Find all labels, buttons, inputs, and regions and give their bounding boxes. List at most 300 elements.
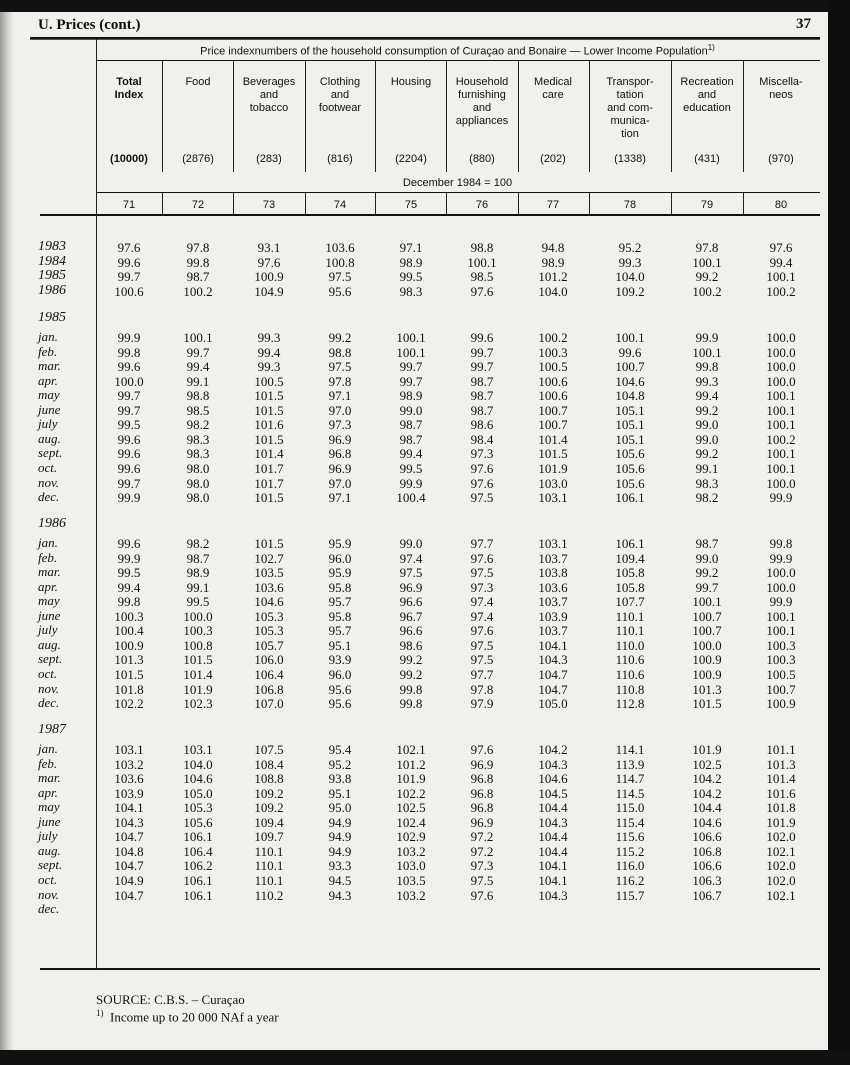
table-cell: 99.8 [769,536,793,551]
table-cell: 100.9 [692,652,722,668]
column-weight: (2204) [395,153,427,165]
table-cell: 99.1 [186,373,210,389]
table-cell: 97.2 [470,829,494,845]
table-cell: 97.5 [470,637,494,653]
table-cell: 95.6 [328,681,352,697]
table-cell: 99.2 [399,652,423,668]
table-cell: 109.4 [254,814,284,830]
table-cell: 96.7 [399,608,423,624]
table-cell: 96.9 [470,814,494,830]
table-cell: 104.6 [254,594,284,610]
table-cell: 101.4 [538,431,568,447]
table-bottom-rule [40,968,820,970]
table-cell: 101.7 [254,475,284,491]
table-cell: 97.2 [470,843,494,859]
table-cell: 105.3 [183,800,213,816]
table-cell: 107.0 [254,696,284,712]
table-cell: 100.9 [254,269,284,285]
table-cell: 103.8 [538,565,568,581]
row-label: july [38,416,58,432]
table-cell: 98.8 [470,240,494,255]
page-binding-shadow [0,0,14,1050]
table-cell: 94.5 [328,872,352,888]
table-cell: 99.7 [117,475,141,491]
table-cell: 110.1 [254,843,284,859]
table-cell: 104.0 [538,283,568,299]
table-cell: 100.2 [692,283,722,299]
table-cell: 96.9 [470,756,494,772]
table-cell: 106.3 [692,872,722,888]
colnum-rule [589,193,590,214]
table-cell: 106.6 [692,829,722,845]
table-cell: 99.2 [328,330,352,345]
table-cell: 95.8 [328,608,352,624]
table-cell: 97.6 [470,475,494,491]
table-cell: 106.4 [254,666,284,682]
table-cell: 95.0 [328,800,352,816]
table-cell: 115.0 [615,800,645,816]
table-cell: 100.5 [766,666,796,682]
table-cell: 99.6 [117,446,141,462]
table-cell: 97.5 [328,359,352,375]
table-cell: 101.5 [183,652,213,668]
table-cell: 99.9 [769,594,793,610]
row-label: nov. [38,886,60,902]
table-cell: 100.7 [766,681,796,697]
table-cell: 97.6 [470,460,494,476]
table-cell: 101.9 [692,742,722,757]
table-cell: 99.2 [695,446,719,462]
table-cell: 101.4 [254,446,284,462]
table-cell: 106.6 [692,858,722,874]
table-cell: 98.7 [470,373,494,389]
scan-bottom-border [0,1050,850,1065]
table-cell: 100.0 [766,373,796,389]
table-cell: 98.2 [186,417,210,433]
table-cell: 100.3 [183,623,213,639]
table-cell: 95.8 [328,579,352,595]
table-cell: 97.6 [470,887,494,903]
year-heading: 1986 [38,516,66,531]
table-cell: 99.2 [695,565,719,581]
table-cell: 100.7 [615,359,645,375]
table-cell: 104.4 [692,800,722,816]
column-number: 79 [700,199,714,211]
header-bottom-rule [40,214,820,216]
table-cell: 97.3 [470,858,494,874]
column-header: Miscella- neos [759,76,803,101]
table-cell: 100.0 [766,579,796,595]
table-cell: 105.7 [254,637,284,653]
row-label: june [38,813,61,829]
table-cell: 104.6 [183,771,213,787]
row-label: 1984 [38,253,66,269]
table-cell: 96.0 [328,550,352,566]
table-cell: 97.6 [470,550,494,566]
table-cell: 103.7 [538,594,568,610]
row-label: may [38,387,60,403]
table-cell: 114.5 [615,785,645,801]
table-cell: 95.7 [328,594,352,610]
table-cell: 100.1 [766,417,796,433]
table-cell: 93.1 [257,240,281,255]
table-cell: 106.2 [183,858,213,874]
row-label: oct. [38,665,58,681]
table-cell: 104.7 [538,681,568,697]
table-cell: 104.9 [254,283,284,299]
table-cell: 99.5 [117,565,141,581]
table-cell: 106.4 [183,843,213,859]
table-cell: 99.2 [399,666,423,682]
row-label: jan. [38,329,58,344]
table-cell: 100.7 [692,623,722,639]
table-cell: 95.9 [328,565,352,581]
table-cell: 97.4 [470,594,494,610]
row-label: apr. [38,784,58,800]
table-cell: 110.1 [254,858,284,874]
table-cell: 116.0 [615,858,645,874]
table-cell: 100.7 [538,417,568,433]
row-label: mar. [38,770,61,786]
table-cell: 98.4 [470,431,494,447]
table-cell: 100.1 [766,446,796,462]
table-cell: 99.8 [695,359,719,375]
table-cell: 99.0 [695,550,719,566]
table-cell: 102.0 [766,829,796,845]
column-weight: (1338) [614,153,646,165]
table-cell: 103.2 [114,756,144,772]
table-cell: 102.9 [396,829,426,845]
table-cell: 99.7 [399,373,423,389]
table-cell: 98.0 [186,475,210,491]
table-cell: 100.0 [766,344,796,360]
row-label: jan. [38,535,58,550]
table-cell: 103.6 [254,579,284,595]
table-cell: 104.1 [114,800,144,816]
table-cell: 97.3 [328,417,352,433]
table-cell: 108.8 [254,771,284,787]
table-cell: 105.0 [538,696,568,712]
table-cell: 94.3 [328,887,352,903]
table-cell: 99.5 [186,594,210,610]
footnote-marker: 1) [96,1008,104,1018]
table-cell: 95.6 [328,283,352,299]
table-cell: 105.6 [615,446,645,462]
table-cell: 96.0 [328,666,352,682]
row-label: sept. [38,651,63,667]
table-cell: 102.2 [396,785,426,801]
table-cell: 99.8 [117,594,141,610]
table-cell: 95.9 [328,536,352,551]
table-cell: 108.4 [254,756,284,772]
row-label: feb. [38,549,58,565]
table-cell: 97.1 [328,388,352,404]
table-cell: 104.4 [538,843,568,859]
table-cell: 105.6 [615,460,645,476]
table-cell: 97.6 [257,254,281,270]
table-cell: 109.2 [254,800,284,816]
row-label: july [38,622,58,638]
table-cell: 100.8 [183,637,213,653]
table-cell: 100.1 [766,460,796,476]
table-cell: 99.7 [186,344,210,360]
table-cell: 99.8 [186,254,210,270]
table-cell: 99.3 [257,330,281,345]
table-cell: 104.3 [538,887,568,903]
table-cell: 97.4 [399,550,423,566]
table-cell: 97.4 [470,608,494,624]
table-cell: 99.1 [186,579,210,595]
table-cell: 97.9 [470,696,494,712]
row-label: aug. [38,842,61,858]
table-cell: 107.5 [254,742,284,757]
table-cell: 101.9 [538,460,568,476]
table-cell: 110.6 [615,666,645,682]
table-cell: 100.2 [538,330,568,345]
table-cell: 104.7 [538,666,568,682]
table-cell: 110.1 [254,872,284,888]
table-cell: 98.0 [186,460,210,476]
table-cell: 100.2 [766,431,796,447]
column-header: Household furnishing and appliances [455,76,509,127]
table-cell: 97.6 [470,623,494,639]
table-cell: 99.9 [769,550,793,566]
table-cell: 116.2 [615,872,645,888]
table-cell: 98.9 [541,254,565,270]
page-number: 37 [796,16,811,32]
table-cell: 101.9 [183,681,213,697]
table-cell: 115.2 [615,843,645,859]
column-weight: (816) [327,153,353,165]
table-cell: 99.7 [117,388,141,404]
column-number: 80 [774,199,788,211]
footnote-ref: 1) [707,43,715,52]
table-cell: 99.6 [117,536,141,551]
table-cell: 101.3 [692,681,722,697]
row-label: apr. [38,372,58,388]
table-cell: 99.9 [117,330,141,345]
column-header: Beverages and tobacco [242,76,296,114]
table-cell: 100.0 [766,565,796,581]
table-cell: 103.5 [254,565,284,581]
table-cell: 101.3 [766,756,796,772]
table-cell: 110.1 [615,608,645,624]
table-cell: 100.4 [396,490,426,506]
table-cell: 103.1 [538,490,568,506]
table-cell: 98.7 [399,417,423,433]
table-cell: 98.5 [186,402,210,418]
row-label: dec. [38,901,60,917]
table-cell: 115.7 [615,887,645,903]
table-cell: 99.7 [695,579,719,595]
table-cell: 109.2 [615,283,645,299]
table-cell: 104.6 [692,814,722,830]
table-cell: 102.7 [254,550,284,566]
table-cell: 101.4 [766,771,796,787]
column-header: Food [185,76,211,88]
table-cell: 95.6 [328,696,352,712]
table-cell: 97.1 [328,490,352,506]
table-cell: 100.9 [692,666,722,682]
table-cell: 99.7 [470,359,494,375]
table-cell: 98.7 [695,536,719,551]
table-cell: 99.7 [399,359,423,375]
table-cell: 100.5 [538,359,568,375]
table-cell: 104.3 [538,814,568,830]
row-label: june [38,401,61,417]
table-cell: 99.0 [695,431,719,447]
table-cell: 98.7 [470,402,494,418]
table-cell: 100.3 [114,608,144,624]
row-label: may [38,799,60,815]
table-cell: 102.1 [766,843,796,859]
table-cell: 98.3 [695,475,719,491]
table-cell: 96.9 [399,579,423,595]
table-cell: 100.7 [538,402,568,418]
table-cell: 104.6 [615,373,645,389]
table-cell: 99.0 [399,536,423,551]
row-label: nov. [38,680,60,696]
table-cell: 102.5 [396,800,426,816]
table-cell: 99.7 [117,269,141,285]
table-cell: 97.5 [470,490,494,506]
table-cell: 98.8 [328,344,352,360]
table-cell: 96.9 [328,431,352,447]
table-cell: 97.1 [399,240,423,255]
column-header: Clothing and footwear [318,76,362,114]
table-cell: 100.2 [183,283,213,299]
table-cell: 101.5 [254,431,284,447]
column-number: 73 [262,199,276,211]
table-cell: 99.4 [186,359,210,375]
table-cell: 96.6 [399,623,423,639]
table-cell: 98.6 [399,637,423,653]
table-cell: 97.5 [399,565,423,581]
table-cell: 99.3 [695,373,719,389]
row-label: feb. [38,755,58,771]
table-cell: 99.2 [695,402,719,418]
table-cell: 98.3 [399,283,423,299]
table-cell: 103.1 [114,742,144,757]
table-cell: 99.6 [470,330,494,345]
column-weight: (2876) [182,153,214,165]
table-cell: 96.8 [470,771,494,787]
row-label: 1985 [38,268,66,284]
table-cell: 101.5 [538,446,568,462]
table-cell: 100.1 [396,330,426,345]
table-cell: 101.5 [254,536,284,551]
table-cell: 103.5 [396,872,426,888]
table-cell: 105.0 [183,785,213,801]
table-cell: 96.9 [328,460,352,476]
table-cell: 103.9 [538,608,568,624]
table-cell: 99.4 [257,344,281,360]
table-cell: 104.9 [114,872,144,888]
table-cell: 97.5 [328,269,352,285]
column-header: Transpor- tation and com- munica- tion [606,76,654,140]
table-cell: 93.9 [328,652,352,668]
table-cell: 97.8 [328,373,352,389]
table-cell: 109.2 [254,785,284,801]
row-label: oct. [38,871,58,887]
table-cell: 98.7 [399,431,423,447]
table-cell: 97.8 [695,240,719,255]
table-cell: 94.8 [541,240,565,255]
table-cell: 101.6 [766,785,796,801]
table-cell: 100.3 [766,637,796,653]
table-cell: 104.2 [692,785,722,801]
table-cell: 99.5 [399,269,423,285]
table-cell: 101.2 [396,756,426,772]
table-cell: 105.1 [615,431,645,447]
table-cell: 104.3 [538,756,568,772]
table-cell: 115.6 [615,829,645,845]
table-cell: 99.5 [117,417,141,433]
table-cell: 100.9 [114,637,144,653]
table-cell: 100.1 [766,388,796,404]
table-cell: 99.6 [117,431,141,447]
table-cell: 101.5 [692,696,722,712]
table-cell: 99.4 [695,388,719,404]
table-title [100,43,815,58]
table-cell: 114.1 [615,742,645,757]
table-cell: 98.9 [186,565,210,581]
table-cell: 106.0 [254,652,284,668]
table-cell: 99.4 [399,446,423,462]
section-title: U. Prices (cont.) [38,17,141,33]
table-cell: 101.5 [254,402,284,418]
table-cell: 104.8 [114,843,144,859]
table-cell: 99.9 [769,490,793,506]
row-label: mar. [38,358,61,374]
column-header: Total Index [114,76,144,101]
table-cell: 99.9 [117,550,141,566]
row-label: feb. [38,343,58,359]
table-cell: 94.9 [328,829,352,845]
table-cell: 102.5 [692,756,722,772]
table-cell: 104.5 [538,785,568,801]
table-cell: 104.3 [538,652,568,668]
row-label: aug. [38,636,61,652]
table-cell: 100.1 [692,344,722,360]
table-cell: 102.2 [114,696,144,712]
row-label: dec. [38,695,60,711]
table-cell: 99.5 [399,460,423,476]
table-cell: 96.8 [470,785,494,801]
table-cell: 100.6 [114,283,144,299]
table-cell: 100.1 [766,269,796,285]
column-number: 75 [404,199,418,211]
table-cell: 103.2 [396,887,426,903]
column-weight: (202) [540,153,566,165]
table-cell: 100.1 [467,254,497,270]
table-cell: 104.0 [183,756,213,772]
table-cell: 113.9 [615,756,645,772]
table-cell: 100.0 [766,475,796,491]
table-cell: 101.3 [114,652,144,668]
base-note: December 1984 = 100 [402,177,513,189]
table-cell: 104.6 [538,771,568,787]
row-label: apr. [38,578,58,594]
table-cell: 106.8 [692,843,722,859]
table-cell: 99.9 [117,490,141,506]
table-cell: 100.0 [692,637,722,653]
table-cell: 98.2 [186,536,210,551]
table-cell: 98.7 [186,550,210,566]
table-cell: 100.2 [766,283,796,299]
table-cell: 95.7 [328,623,352,639]
table-cell: 95.1 [328,785,352,801]
